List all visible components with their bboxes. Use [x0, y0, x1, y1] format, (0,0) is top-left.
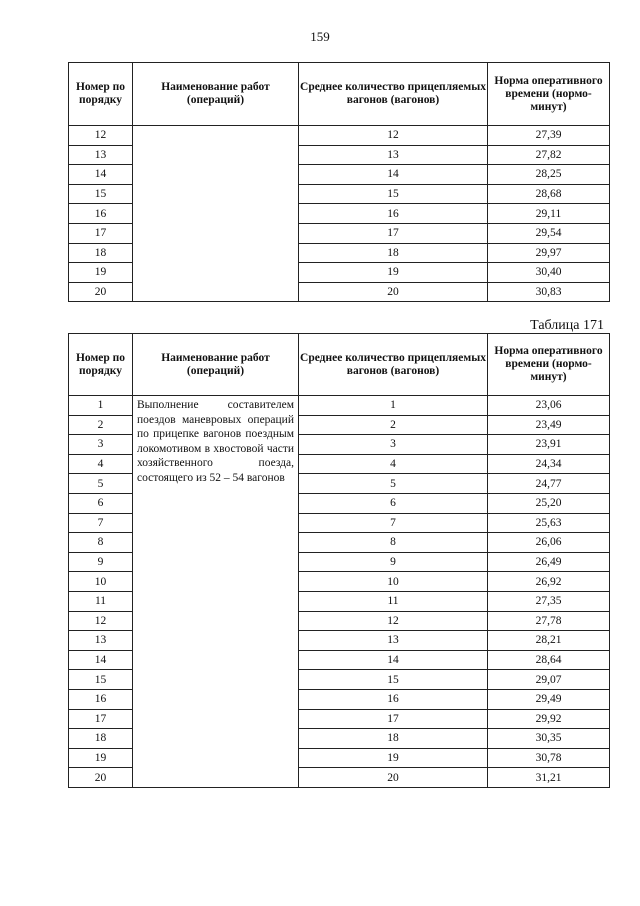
cell-wagons: 8: [299, 533, 488, 553]
cell-wagons: 9: [299, 552, 488, 572]
cell-number: 15: [69, 184, 133, 204]
table-body: [69, 126, 610, 302]
cell-wagons: 3: [299, 435, 488, 455]
cell-number: 16: [69, 689, 133, 709]
cell-number: 5: [69, 474, 133, 494]
cell-number: 2: [69, 415, 133, 435]
cell-wagons: 16: [299, 689, 488, 709]
header-norm: Норма оперативного времени (нормо-минут): [488, 334, 610, 396]
cell-norm: 30,35: [488, 729, 610, 749]
cell-number: 19: [69, 263, 133, 283]
header-wagons: Среднее количество прицепляемых вагонов (вагонов): [299, 334, 488, 396]
cell-wagons: 15: [299, 670, 488, 690]
cell-number: 12: [69, 611, 133, 631]
cell-wagons: 19: [299, 263, 488, 283]
cell-wagons: 15: [299, 184, 488, 204]
cell-wagons: 10: [299, 572, 488, 592]
cell-number: 13: [69, 145, 133, 165]
cell-norm: 29,07: [488, 670, 610, 690]
table-body: [69, 396, 610, 788]
cell-number: 17: [69, 709, 133, 729]
cell-wagons: 16: [299, 204, 488, 224]
header-work-name: Наименование работ (операций): [133, 63, 299, 126]
cell-wagons: 13: [299, 631, 488, 651]
cell-norm: 26,49: [488, 552, 610, 572]
cell-wagons: 14: [299, 650, 488, 670]
cell-number: 17: [69, 223, 133, 243]
table-row: [69, 396, 610, 416]
cell-number: 9: [69, 552, 133, 572]
cell-wagons: 14: [299, 165, 488, 185]
cell-number: 1: [69, 396, 133, 416]
cell-wagons: 20: [299, 282, 488, 302]
cell-number: 18: [69, 243, 133, 263]
cell-norm: 29,11: [488, 204, 610, 224]
header-norm: Норма оперативного времени (нормо-минут): [488, 63, 610, 126]
cell-number: 13: [69, 631, 133, 651]
cell-norm: 24,77: [488, 474, 610, 494]
cell-norm: 31,21: [488, 768, 610, 788]
cell-number: 6: [69, 493, 133, 513]
header-wagons: Среднее количество прицепляемых вагонов (вагонов): [299, 63, 488, 126]
cell-number: 8: [69, 533, 133, 553]
cell-norm: 27,35: [488, 591, 610, 611]
cell-norm: 24,34: [488, 454, 610, 474]
cell-norm: 23,06: [488, 396, 610, 416]
cell-wagons: 18: [299, 729, 488, 749]
cell-norm: 25,20: [488, 493, 610, 513]
cell-wagons: 17: [299, 709, 488, 729]
cell-wagons: 18: [299, 243, 488, 263]
cell-number: 4: [69, 454, 133, 474]
table-header-row: [69, 334, 610, 396]
table-header-row: [69, 63, 610, 126]
cell-number: 20: [69, 768, 133, 788]
cell-norm: 28,25: [488, 165, 610, 185]
cell-number: 15: [69, 670, 133, 690]
cell-norm: 23,49: [488, 415, 610, 435]
cell-norm: 26,06: [488, 533, 610, 553]
cell-number: 10: [69, 572, 133, 592]
norm-table-171: [68, 333, 610, 788]
cell-number: 3: [69, 435, 133, 455]
cell-norm: 26,92: [488, 572, 610, 592]
cell-wagons: 12: [299, 611, 488, 631]
cell-wagons: 2: [299, 415, 488, 435]
header-number: Номер по порядку: [69, 334, 133, 396]
table-caption: Таблица 171: [530, 318, 604, 333]
cell-number: 12: [69, 126, 133, 146]
cell-work-name: [133, 126, 299, 302]
cell-number: 19: [69, 748, 133, 768]
cell-number: 14: [69, 165, 133, 185]
cell-norm: 23,91: [488, 435, 610, 455]
cell-wagons: 12: [299, 126, 488, 146]
cell-norm: 27,39: [488, 126, 610, 146]
cell-number: 11: [69, 591, 133, 611]
cell-norm: 28,68: [488, 184, 610, 204]
cell-wagons: 20: [299, 768, 488, 788]
cell-wagons: 6: [299, 493, 488, 513]
cell-norm: 29,49: [488, 689, 610, 709]
cell-norm: 29,92: [488, 709, 610, 729]
cell-wagons: 19: [299, 748, 488, 768]
cell-norm: 30,40: [488, 263, 610, 283]
cell-number: 14: [69, 650, 133, 670]
cell-wagons: 1: [299, 396, 488, 416]
table-row: [69, 126, 610, 146]
page-number: 159: [310, 29, 330, 44]
cell-norm: 27,78: [488, 611, 610, 631]
cell-wagons: 17: [299, 223, 488, 243]
cell-wagons: 7: [299, 513, 488, 533]
cell-norm: 30,83: [488, 282, 610, 302]
cell-number: 16: [69, 204, 133, 224]
cell-wagons: 11: [299, 591, 488, 611]
cell-norm: 25,63: [488, 513, 610, 533]
cell-norm: 28,21: [488, 631, 610, 651]
header-work-name: Наименование работ (операций): [133, 334, 299, 396]
cell-norm: 29,54: [488, 223, 610, 243]
cell-norm: 28,64: [488, 650, 610, 670]
header-number: Номер по порядку: [69, 63, 133, 126]
cell-number: 18: [69, 729, 133, 749]
work-description: Выполнение составителем поездов маневровых операций по прицепке вагонов поездным локомотивом в хвостовой части хозяйственного поезда, состоящего из 52 – 54 вагонов: [137, 399, 294, 484]
cell-wagons: 5: [299, 474, 488, 494]
cell-norm: 27,82: [488, 145, 610, 165]
cell-wagons: 4: [299, 454, 488, 474]
cell-norm: 30,78: [488, 748, 610, 768]
cell-norm: 29,97: [488, 243, 610, 263]
cell-work-name: [133, 396, 299, 788]
cell-number: 20: [69, 282, 133, 302]
norm-table-continued: [68, 62, 610, 302]
cell-wagons: 13: [299, 145, 488, 165]
cell-number: 7: [69, 513, 133, 533]
